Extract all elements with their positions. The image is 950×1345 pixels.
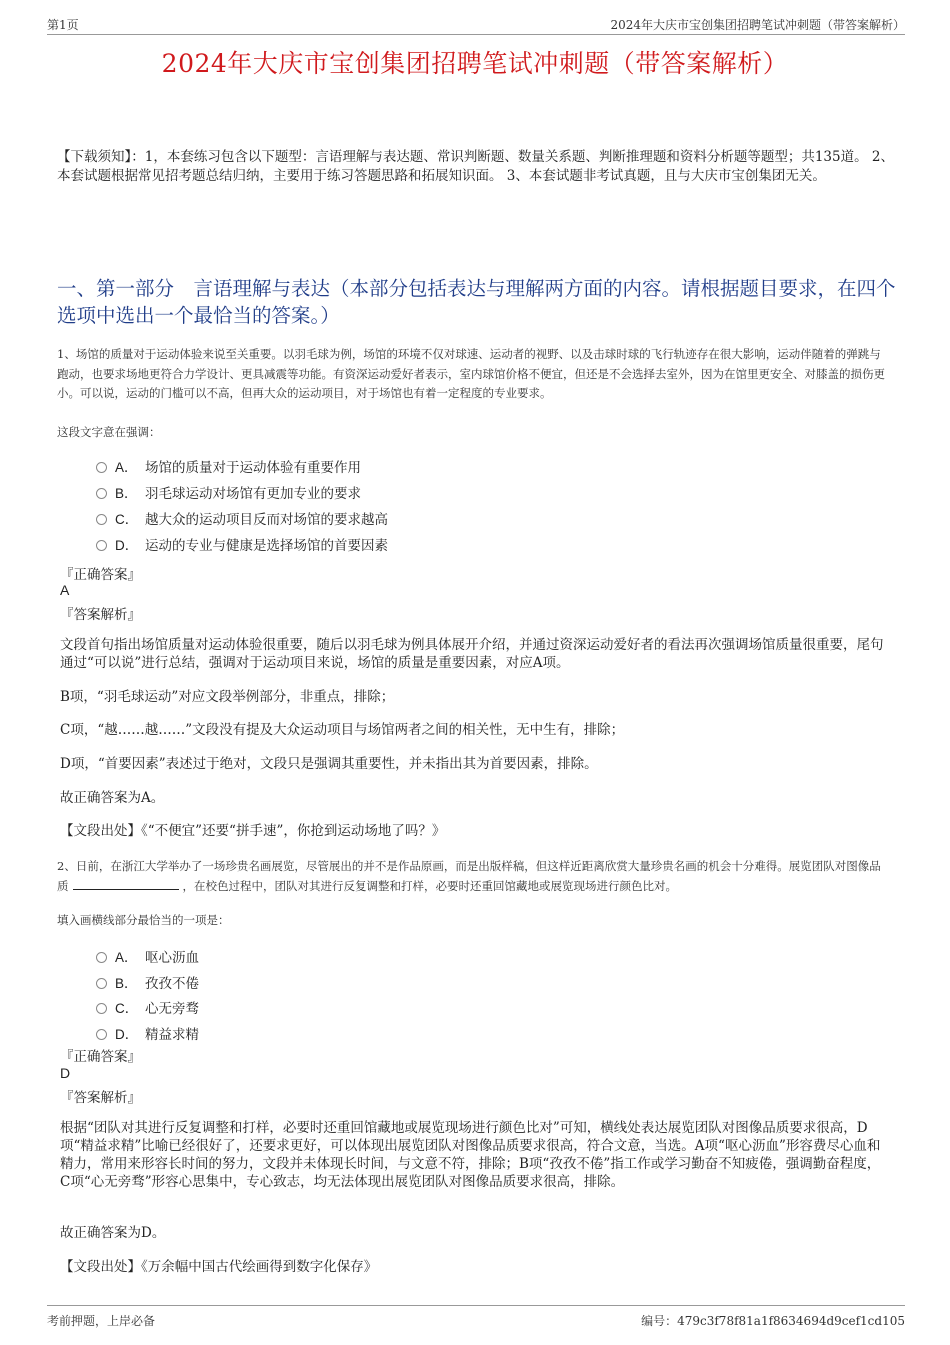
document-title: 2024年大庆市宝创集团招聘笔试冲刺题（带答案解析） [161,49,789,78]
q2-conclusion: 故正确答案为D。 [60,1225,166,1241]
q2-answer-label: 『正确答案』 [60,1049,141,1065]
question-2-stem: 2、日前，在浙江大学举办了一场珍贵名画展览，尽管展出的并不是作品原画，而是出版样稿，但这样近距离欣赏大量珍贵名画的机会十分难得。展览团队对图像品质 ，在校色过程中，团队对其进行反复调整和打样，必要时还重回馆藏地或展览现场进行颜色比对。 [57,859,881,893]
fill-blank [73,877,179,890]
question-1-stem: 1、场馆的质量对于运动体验来说至关重要。以羽毛球为例，场馆的环境不仅对球速、运动者的视野、以及击球时球的飞行轨迹存在很大影响，运动伴随着的弹跳与跑动，也要求场地更符合力学设计、更具减震等功能。有资深运动爱好者表示，室内球馆价格不便宜，但还是不会选择去室外，因为在馆里更安全、对膝盖的损伤更小。可以说，运动的门槛可以不高，但再大众的运动项目，对于场馆也有着一定程度的专业要求。 [57,347,885,400]
question-2-prompt: 填入画横线部分最恰当的一项是： [57,913,230,927]
radio-icon[interactable] [96,978,107,989]
q1-option-c[interactable]: C． 越大众的运动项目反而对场馆的要求越高 [96,508,388,528]
radio-icon[interactable] [96,1029,107,1040]
radio-icon[interactable] [96,1003,107,1014]
download-notice: 【下载须知】：1，本套练习包含以下题型：言语理解与表达题、常识判断题、数量关系题、判断推理题和资料分析题等题型；共135道。 2、本套试题根据常见招考题总结归纳，主要用于练习答题思路和拓展知识面。 3、本套试题非考试真题，且与大庆市宝创集团无关。 [57,149,894,184]
radio-icon[interactable] [96,540,107,551]
q2-source: 【文段出处】《万余幅中国古代绘画得到数字化保存》 [60,1259,378,1275]
q2-option-c[interactable]: C． 心无旁骛 [96,997,199,1017]
q1-source: 【文段出处】《“不便宜”还要“拼手速”，你抢到运动场地了吗？》 [60,823,446,839]
header-doc-title: 2024年大庆市宝创集团招聘笔试冲刺题（带答案解析） [610,18,905,32]
q1-answer-label: 『正确答案』 [60,567,141,583]
q1-analysis-d: D项，“首要因素”表述过于绝对，文段只是强调其重要性，并未指出其为首要因素，排除。 [60,756,598,772]
q2-option-a[interactable]: A． 呕心沥血 [96,946,199,966]
q2-option-b[interactable]: B． 孜孜不倦 [96,972,199,992]
q1-analysis-label: 『答案解析』 [60,607,141,623]
footer-slogan: 考前押题，上岸必备 [47,1314,156,1328]
q2-analysis-text: 根据“团队对其进行反复调整和打样，必要时还重回馆藏地或展览现场进行颜色比对”可知，横线处表达展览团队对图像品质要求很高，D项“精益求精”比喻已经很好了，还要求更好，可以体现出展览团队对图像品质要求很高，符合文意，当选。A项“呕心沥血”形容费尽心血和精力，常用来形容长时间的努力，文段并未体现长时间，与文意不符，排除；B项“孜孜不倦”指工作或学习勤奋不知疲倦，强调勤奋程度，C项“心无旁骛”形容心思集中，专心致志，均无法体现出展览团队对图像品质要求很高，排除。 [60,1120,881,1190]
section-heading: 一、第一部分 言语理解与表达（本部分包括表达与理解两方面的内容。请根据题目要求，在四个选项中选出一个最恰当的答案。） [57,277,896,327]
q1-analysis-c: C项，“越……越……”文段没有提及大众运动项目与场馆两者之间的相关性，无中生有，排除； [60,722,625,738]
radio-icon[interactable] [96,514,107,525]
page-header [47,14,905,35]
q2-answer: D [60,1065,71,1081]
q1-analysis-text: 文段首句指出场馆质量对运动体验很重要，随后以羽毛球为例具体展开介绍，并通过资深运动爱好者的看法再次强调场馆质量很重要，尾句通过“可以说”进行总结，强调对于运动项目来说，场馆的质量是重要因素，对应A项。 [60,637,884,671]
q2-analysis-label: 『答案解析』 [60,1090,141,1106]
q1-conclusion: 故正确答案为A。 [60,790,165,806]
page-footer [47,1305,905,1336]
q1-analysis-b: B项，“羽毛球运动”对应文段举例部分，非重点，排除； [60,689,395,705]
q1-answer: A [60,582,70,598]
footer-serial: 编号：479c3f78f81a1f8634694d9cef1cd105 [641,1314,905,1328]
radio-icon[interactable] [96,462,107,473]
radio-icon[interactable] [96,488,107,499]
q1-option-a[interactable]: A． 场馆的质量对于运动体验有重要作用 [96,456,361,476]
radio-icon[interactable] [96,952,107,963]
q1-option-b[interactable]: B． 羽毛球运动对场馆有更加专业的要求 [96,482,361,502]
q2-option-d[interactable]: D． 精益求精 [96,1023,199,1043]
question-1-prompt: 这段文字意在强调： [57,425,161,439]
page-number: 第1页 [47,18,79,32]
q1-option-d[interactable]: D． 运动的专业与健康是选择场馆的首要因素 [96,534,388,554]
